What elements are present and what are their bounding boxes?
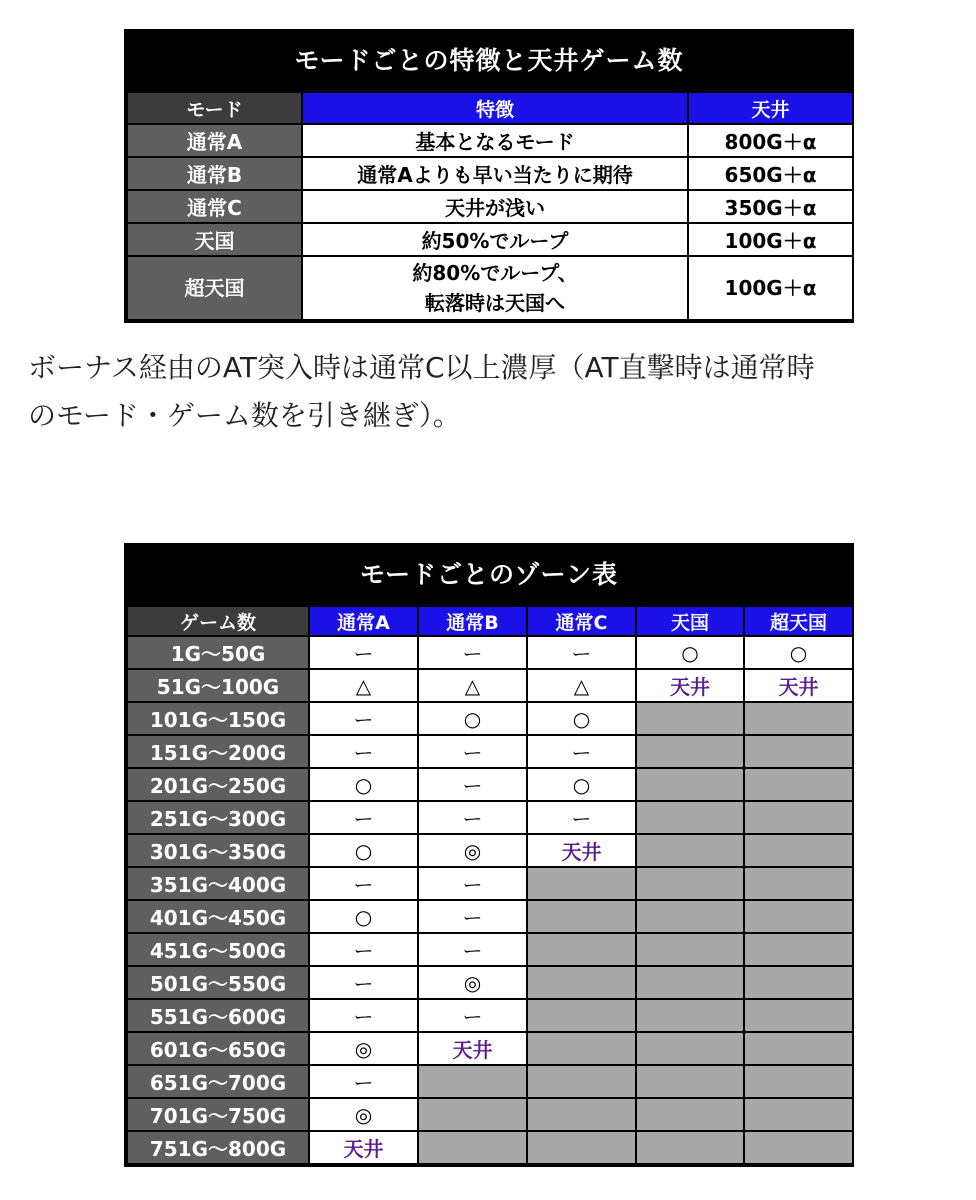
header-row [127, 606, 853, 636]
table-row [127, 190, 853, 223]
empty-cell [636, 999, 744, 1032]
table-row [127, 636, 853, 669]
zone-mark: ○ [418, 702, 527, 735]
mode-ceiling: 350G＋α [688, 190, 853, 223]
game-range: 651G～700G [127, 1065, 309, 1098]
zone-mark: ー [309, 735, 418, 768]
empty-cell [744, 1065, 853, 1098]
table-row [127, 1032, 853, 1065]
header-feature: 特徴 [302, 92, 688, 124]
game-range: 101G～150G [127, 702, 309, 735]
zone-mark: ー [309, 1065, 418, 1098]
game-range: 201G～250G [127, 768, 309, 801]
table-row [127, 900, 853, 933]
game-range: 151G～200G [127, 735, 309, 768]
header-games: ゲーム数 [127, 606, 309, 636]
header-heaven: 天国 [636, 606, 744, 636]
mode-name: 通常C [127, 190, 302, 223]
note-line: のモード・ゲーム数を引き継ぎ）。 [28, 399, 461, 432]
table-row [127, 735, 853, 768]
empty-cell [744, 1098, 853, 1131]
zone-mark: ー [309, 636, 418, 669]
zone-mark: ○ [744, 636, 853, 669]
table-row [127, 124, 853, 157]
zone-mark: ー [418, 933, 527, 966]
table-row [127, 1131, 853, 1164]
zone-mark: ー [527, 735, 636, 768]
table-row [127, 1065, 853, 1098]
game-range: 51G～100G [127, 669, 309, 702]
empty-cell [636, 933, 744, 966]
empty-cell [744, 1032, 853, 1065]
zone-mark: △ [309, 669, 418, 702]
ceiling-cell: 天井 [418, 1032, 527, 1065]
empty-cell [527, 1098, 636, 1131]
zone-table [124, 543, 854, 1167]
zone-mark: ○ [309, 834, 418, 867]
game-range: 601G～650G [127, 1032, 309, 1065]
zone-grid [126, 605, 854, 1165]
game-range: 501G～550G [127, 966, 309, 999]
header-normal-c: 通常C [527, 606, 636, 636]
zone-mark: ー [527, 801, 636, 834]
zone-mark: ー [418, 801, 527, 834]
game-range: 751G～800G [127, 1131, 309, 1164]
mode-ceiling: 650G＋α [688, 157, 853, 190]
zone-mark: ー [309, 867, 418, 900]
empty-cell [636, 1032, 744, 1065]
ceiling-cell: 天井 [527, 834, 636, 867]
empty-cell [636, 768, 744, 801]
zone-mark: ー [309, 801, 418, 834]
mode-ceiling: 800G＋α [688, 124, 853, 157]
game-range: 701G～750G [127, 1098, 309, 1131]
zone-mark: ー [418, 900, 527, 933]
empty-cell [527, 999, 636, 1032]
game-range: 551G～600G [127, 999, 309, 1032]
ceiling-cell: 天井 [744, 669, 853, 702]
ceiling-cell: 天井 [636, 669, 744, 702]
mode-name: 超天国 [127, 256, 302, 320]
zone-mark: ー [527, 636, 636, 669]
table-title: モードごとのゾーン表 [126, 545, 852, 605]
table-row [127, 157, 853, 190]
feature-line: 約80%でループ、 [412, 261, 578, 285]
zone-mark: ー [418, 636, 527, 669]
zone-mark: ◎ [309, 1032, 418, 1065]
mode-name: 通常B [127, 157, 302, 190]
empty-cell [744, 966, 853, 999]
empty-cell [527, 1065, 636, 1098]
game-range: 1G～50G [127, 636, 309, 669]
zone-mark: ー [309, 702, 418, 735]
mode-name: 通常A [127, 124, 302, 157]
empty-cell [527, 867, 636, 900]
feature-line: 転落時は天国へ [425, 291, 565, 315]
table-row [127, 256, 853, 320]
game-range: 401G～450G [127, 900, 309, 933]
mode-ceiling: 100G＋α [688, 223, 853, 256]
empty-cell [418, 1131, 527, 1164]
empty-cell [636, 1065, 744, 1098]
empty-cell [744, 735, 853, 768]
empty-cell [636, 702, 744, 735]
table-row [127, 223, 853, 256]
note-paragraph [28, 344, 948, 440]
zone-mark: ○ [309, 900, 418, 933]
header-super-heaven: 超天国 [744, 606, 853, 636]
ceiling-cell: 天井 [309, 1131, 418, 1164]
mode-feature: 基本となるモード [302, 124, 688, 157]
table-row [127, 1098, 853, 1131]
zone-mark: △ [527, 669, 636, 702]
empty-cell [636, 801, 744, 834]
zone-mark: ー [418, 735, 527, 768]
empty-cell [744, 834, 853, 867]
zone-mark: ー [309, 933, 418, 966]
zone-mark: ○ [527, 702, 636, 735]
table-title: モードごとの特徴と天井ゲーム数 [126, 31, 852, 91]
empty-cell [527, 933, 636, 966]
table-row [127, 933, 853, 966]
table-row [127, 768, 853, 801]
empty-cell [527, 1131, 636, 1164]
empty-cell [636, 834, 744, 867]
zone-mark: ー [418, 768, 527, 801]
mode-ceiling: 100G＋α [688, 256, 853, 320]
empty-cell [527, 1032, 636, 1065]
mode-feature-grid [126, 91, 854, 321]
empty-cell [636, 966, 744, 999]
empty-cell [744, 900, 853, 933]
empty-cell [636, 1098, 744, 1131]
zone-mark: ◎ [418, 966, 527, 999]
zone-mark: ○ [527, 768, 636, 801]
header-ceiling: 天井 [688, 92, 853, 124]
empty-cell [744, 933, 853, 966]
zone-mark: ー [418, 999, 527, 1032]
header-normal-b: 通常B [418, 606, 527, 636]
empty-cell [527, 900, 636, 933]
zone-mark: △ [418, 669, 527, 702]
game-range: 451G～500G [127, 933, 309, 966]
mode-feature: 通常Aよりも早い当たりに期待 [302, 157, 688, 190]
zone-mark: ◎ [418, 834, 527, 867]
game-range: 251G～300G [127, 801, 309, 834]
mode-feature: 約50%でループ [302, 223, 688, 256]
zone-mark: ー [309, 999, 418, 1032]
zone-mark: ○ [636, 636, 744, 669]
empty-cell [418, 1098, 527, 1131]
table-row [127, 702, 853, 735]
empty-cell [636, 735, 744, 768]
game-range: 301G～350G [127, 834, 309, 867]
empty-cell [744, 1131, 853, 1164]
empty-cell [418, 1065, 527, 1098]
zone-mark: ー [418, 867, 527, 900]
mode-feature: 天井が浅い [302, 190, 688, 223]
zone-mark: ー [309, 966, 418, 999]
zone-mark: ◎ [309, 1098, 418, 1131]
empty-cell [744, 867, 853, 900]
game-range: 351G～400G [127, 867, 309, 900]
zone-mark: ○ [309, 768, 418, 801]
empty-cell [636, 1131, 744, 1164]
table-row [127, 669, 853, 702]
empty-cell [744, 801, 853, 834]
table-row [127, 867, 853, 900]
empty-cell [744, 999, 853, 1032]
mode-feature-table [124, 29, 854, 323]
header-row [127, 92, 853, 124]
table-row [127, 966, 853, 999]
empty-cell [527, 966, 636, 999]
note-line: ボーナス経由のAT突入時は通常C以上濃厚（AT直撃時は通常時 [28, 351, 815, 384]
mode-name: 天国 [127, 223, 302, 256]
table-row [127, 834, 853, 867]
empty-cell [744, 702, 853, 735]
header-mode: モード [127, 92, 302, 124]
empty-cell [636, 867, 744, 900]
table-row [127, 801, 853, 834]
empty-cell [636, 900, 744, 933]
table-row [127, 999, 853, 1032]
empty-cell [744, 768, 853, 801]
header-normal-a: 通常A [309, 606, 418, 636]
mode-feature [302, 256, 688, 320]
